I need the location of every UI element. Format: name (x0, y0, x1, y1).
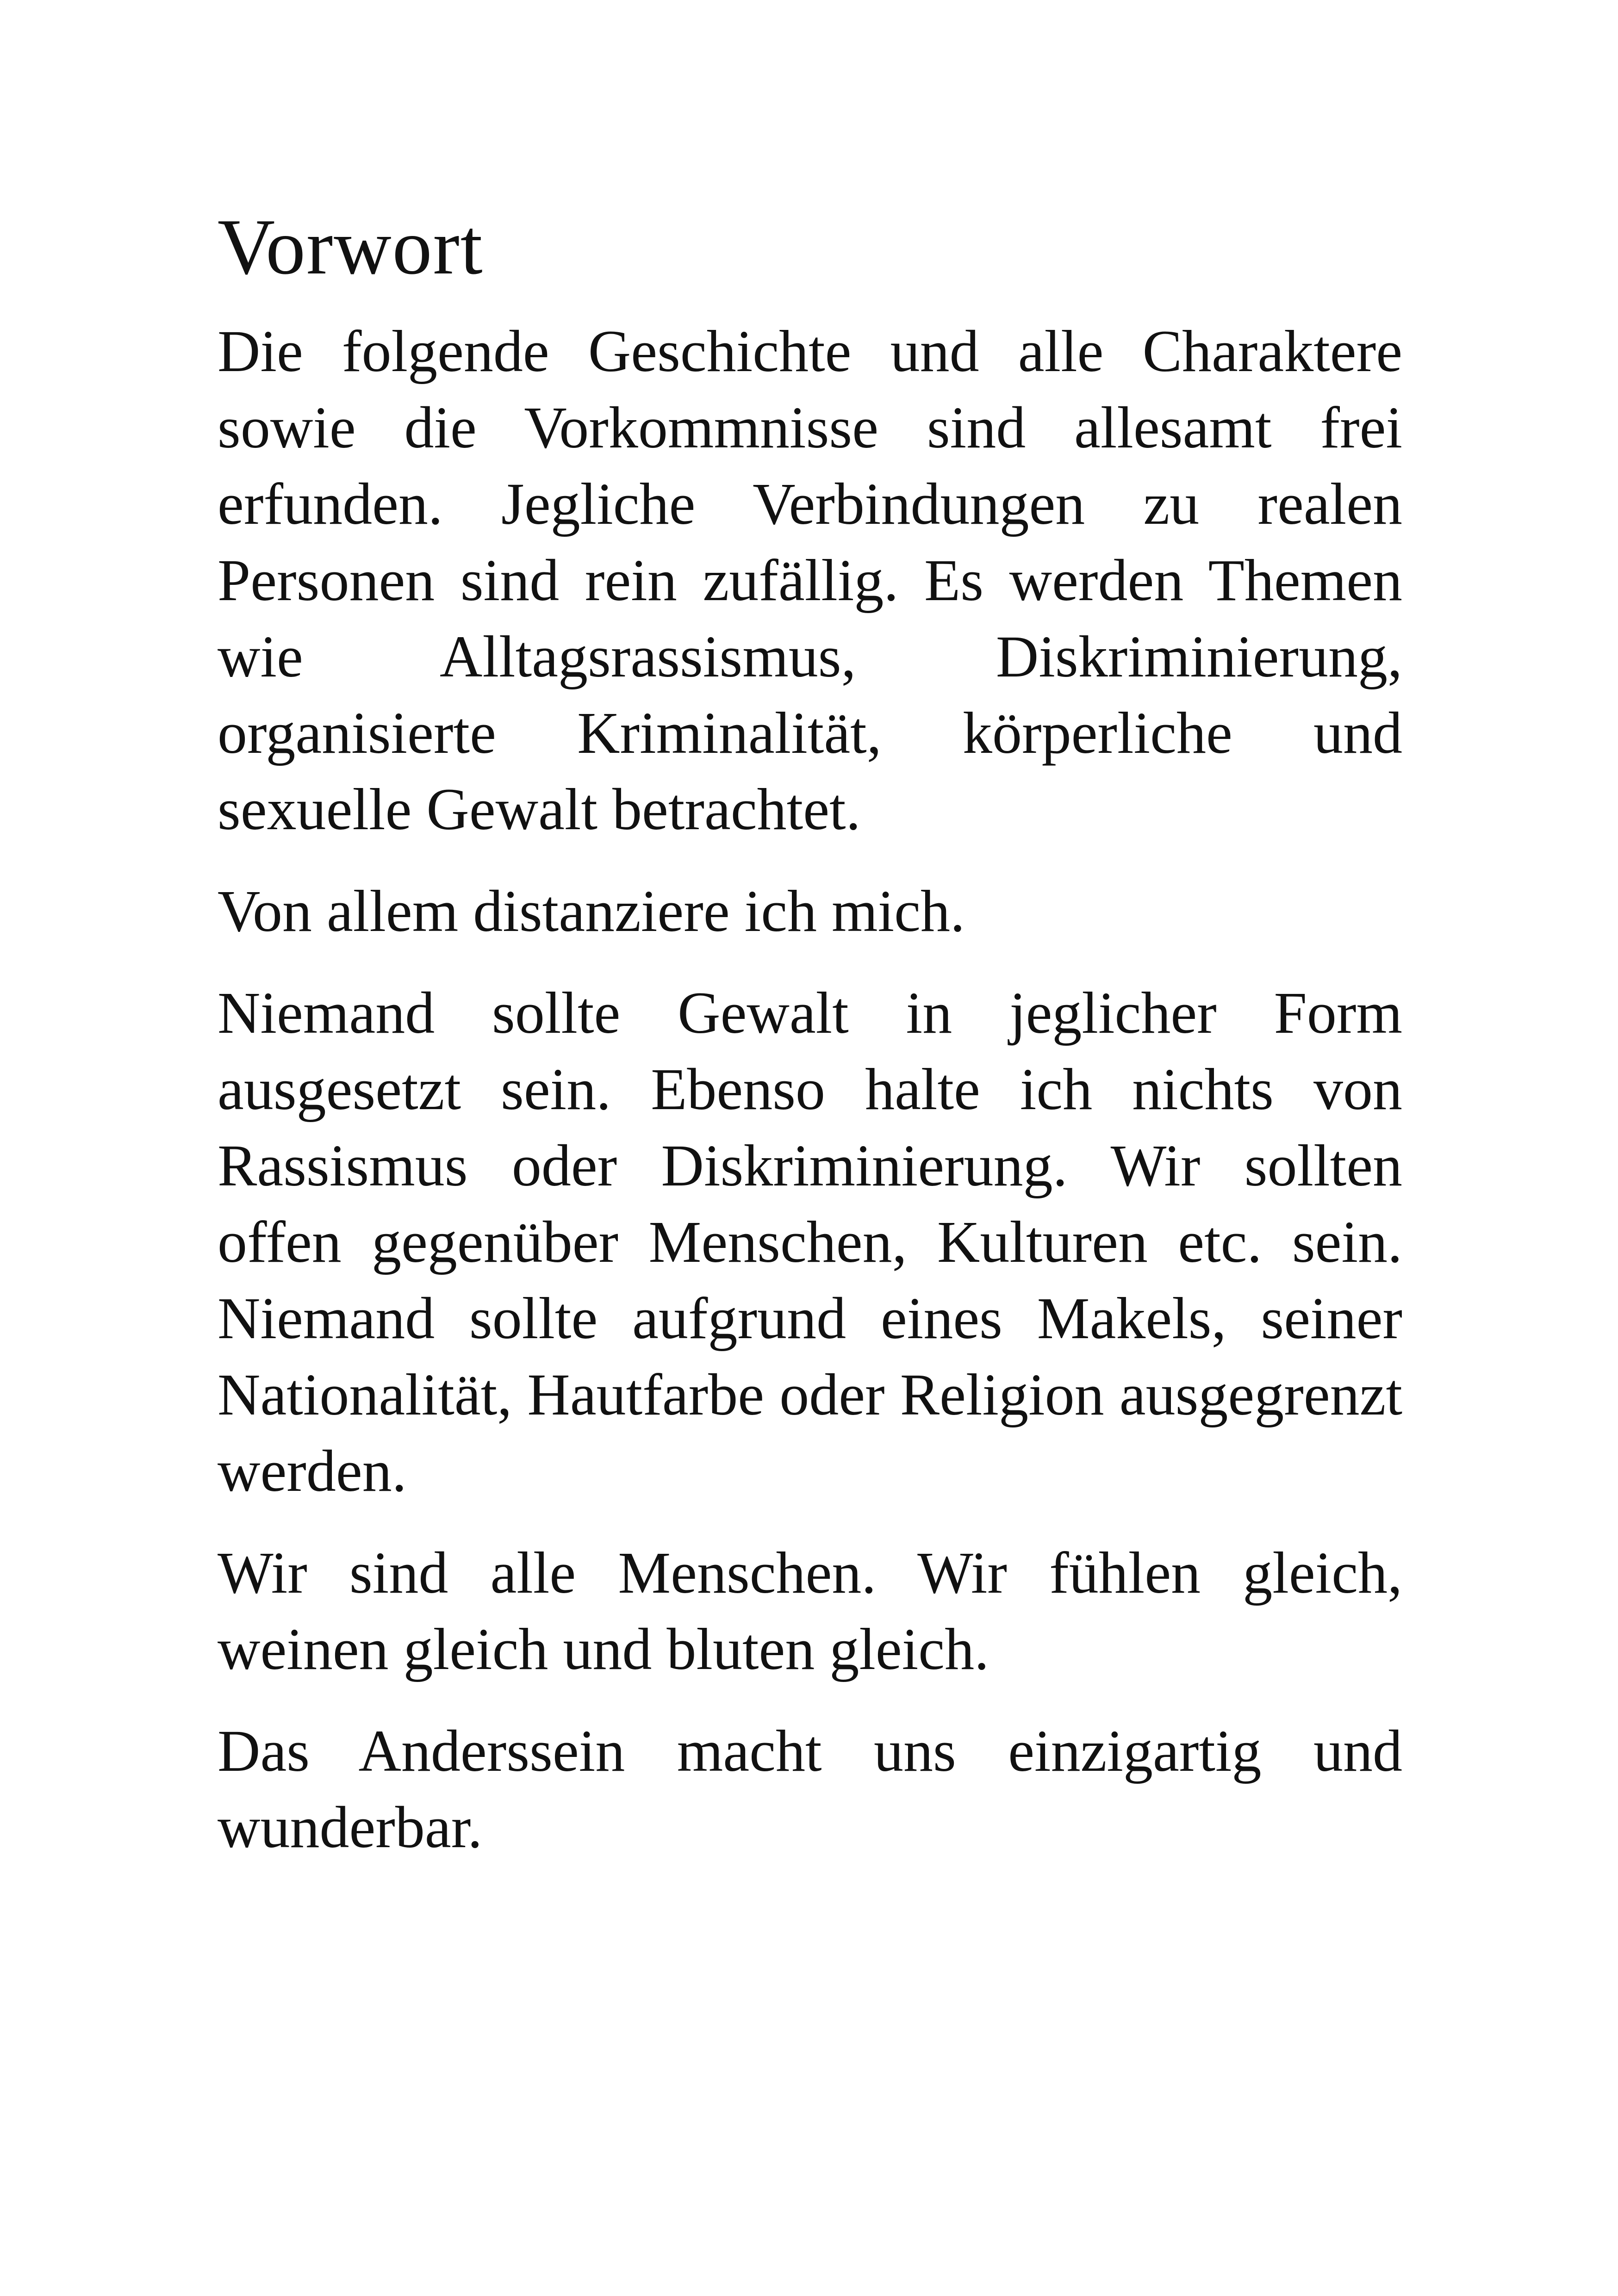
paragraph-disclaimer: Die folgende Geschichte und alle Charaktere sowie die Vorkommnisse sind allesamt frei erfunden. Jegliche Verbindungen zu realen Personen sind rein zufällig. Es werden Themen wie Alltagsrassismus, Diskriminierung, organisierte Kriminalität, körperliche und sexuelle Gewalt betrachtet. (218, 318, 1402, 843)
page-content (218, 204, 1402, 1891)
paragraph-uniqueness: Das Anderssein macht uns einzigartig und wunderbar. (218, 1718, 1402, 1861)
page-title: Vorwort (218, 203, 484, 291)
paragraph-distance: Von allem distanziere ich mich. (218, 878, 965, 944)
paragraph-violence: Niemand sollte Gewalt in jeglicher Form ausgesetzt sein. Ebenso halte ich nichts von Rassismus oder Diskriminierung. Wir sollten offen gegenüber Menschen, Kulturen etc. sein. Niemand sollte aufgrund eines Makels, seiner Nationalität, Hautfarbe oder Religion ausgegrenzt werden. (218, 980, 1402, 1504)
paragraph-humans: Wir sind alle Menschen. Wir fühlen gleich, weinen gleich und bluten gleich. (218, 1540, 1402, 1682)
